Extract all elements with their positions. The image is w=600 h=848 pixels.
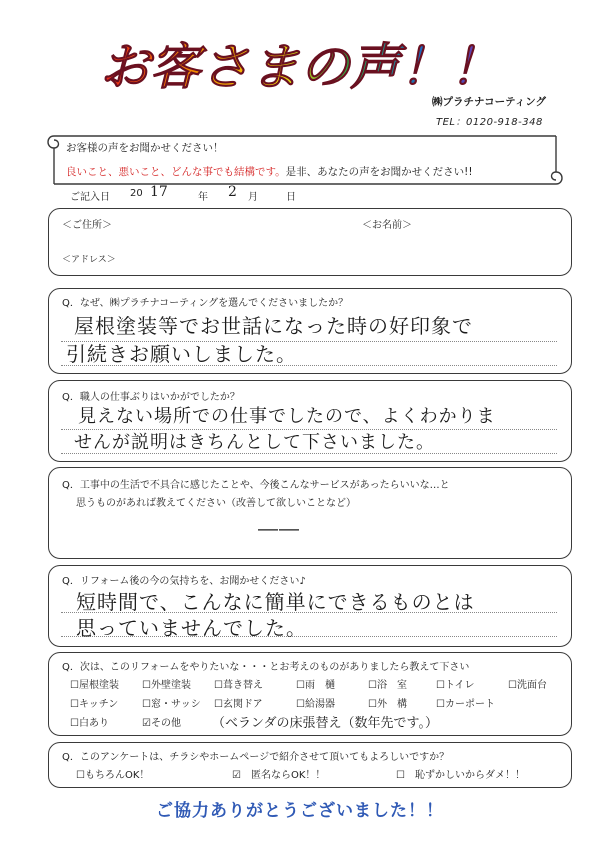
phone-number: TEL：0120-918-348 xyxy=(436,117,543,128)
year-unit: 年 xyxy=(198,192,208,203)
month-unit: 月 xyxy=(248,192,258,203)
question-1: Q．なぜ、㈱プラチナコーティングを選んでくださいましたか？ xyxy=(62,298,349,309)
year-handwritten[interactable]: 17 xyxy=(150,184,168,200)
year-prefix: 20 xyxy=(130,188,143,199)
answer-4-line-2[interactable]: 思っていませんでした。 xyxy=(76,616,307,640)
answer-2-line-1[interactable]: 見えない場所での仕事でしたので、よくわかりま xyxy=(78,406,496,427)
reform-option-r3-1[interactable]: ☑その他 xyxy=(142,718,181,729)
company-name: ㈱プラチナコーティング xyxy=(432,96,547,108)
reform-option-r3-0[interactable]: ☐白あり xyxy=(70,718,109,729)
survey-option-1[interactable]: ☑ 匿名ならOK！！ xyxy=(232,770,326,781)
thanks-message: ご協力ありがとうございました！！ xyxy=(156,801,444,821)
intro-scroll-frame xyxy=(44,130,564,190)
reform-option-r1-4[interactable]: ☐浴 室 xyxy=(368,680,407,691)
email-label: ＜アドレス＞ xyxy=(62,255,116,265)
reform-option-r2-0[interactable]: ☐キッチン xyxy=(70,699,119,710)
month-handwritten[interactable]: 2 xyxy=(228,184,237,200)
answer-3[interactable]: ―― xyxy=(258,516,300,540)
address-label: ＜ご住所＞ xyxy=(62,220,112,231)
reform-question: Q．次は、このリフォームをやりたいな・・・とお考えのものがありましたら教えて下さい xyxy=(62,662,470,673)
reform-option-r2-5[interactable]: ☐カーポート xyxy=(436,699,495,710)
survey-option-2[interactable]: ☐ 恥ずかしいからダメ！！ xyxy=(396,770,525,781)
answer-1-line-2[interactable]: 引続きお願いしました。 xyxy=(66,342,297,366)
entry-date-label: ご記入日 xyxy=(70,192,110,203)
page-title xyxy=(0,22,600,102)
reform-option-r1-2[interactable]: ☐葺き替え xyxy=(214,680,263,691)
name-label: ＜お名前＞ xyxy=(362,220,412,231)
intro-red-text: 良いこと、悪いこと、どんな事でも結構です。 xyxy=(66,166,286,178)
reform-option-r1-0[interactable]: ☐屋根塗装 xyxy=(70,680,119,691)
intro-rest-text: 是非、あなたの声をお聞かせください!! xyxy=(285,166,473,178)
question-3-line-1: Q．工事中の生活で不具合に感じたことや、今後こんなサービスがあったらいいな…と xyxy=(62,480,450,491)
reform-option-r2-3[interactable]: ☐給湯器 xyxy=(296,699,335,710)
title-text: お客さまの声！！ xyxy=(100,38,500,96)
reform-option-r1-6[interactable]: ☐洗面台 xyxy=(508,680,547,691)
question-3-line-2: 思うものがあれば教えてください（改善して欲しいことなど） xyxy=(76,498,356,509)
intro-line-1: お客様の声をお聞かせください！ xyxy=(66,142,224,154)
reform-option-r1-5[interactable]: ☐トイレ xyxy=(436,680,475,691)
day-unit: 日 xyxy=(286,192,296,203)
intro-line-2 xyxy=(66,164,473,179)
reform-other-handwritten[interactable]: （ベランダの床張替え（数年先です。） xyxy=(212,716,438,731)
answer-4-line-1[interactable]: 短時間で、こんなに簡単にできるものとは xyxy=(76,590,475,614)
answer-2-line-2[interactable]: せんが説明はきちんとして下さいました。 xyxy=(74,432,435,453)
answer-1-line-1[interactable]: 屋根塗装等でお世話になった時の好印象で xyxy=(74,314,473,338)
reform-option-r2-4[interactable]: ☐外 構 xyxy=(368,699,407,710)
customer-info-box xyxy=(48,208,572,276)
question-2: Q．職人の仕事ぶりはいかがでしたか？ xyxy=(62,392,240,403)
reform-option-r1-3[interactable]: ☐雨 樋 xyxy=(296,680,335,691)
survey-option-0[interactable]: ☐もちろんOK！ xyxy=(76,770,150,781)
question-4: Q．リフォーム後の今の気持ちを、お聞かせください♪ xyxy=(62,576,306,587)
survey-question: Q．このアンケートは、チラシやホームページで紹介させて頂いてもよろしいですか？ xyxy=(62,752,450,763)
reform-option-r2-1[interactable]: ☐窓・サッシ xyxy=(142,699,201,710)
reform-option-r2-2[interactable]: ☐玄関ドア xyxy=(214,699,263,710)
reform-option-r1-1[interactable]: ☐外壁塗装 xyxy=(142,680,191,691)
